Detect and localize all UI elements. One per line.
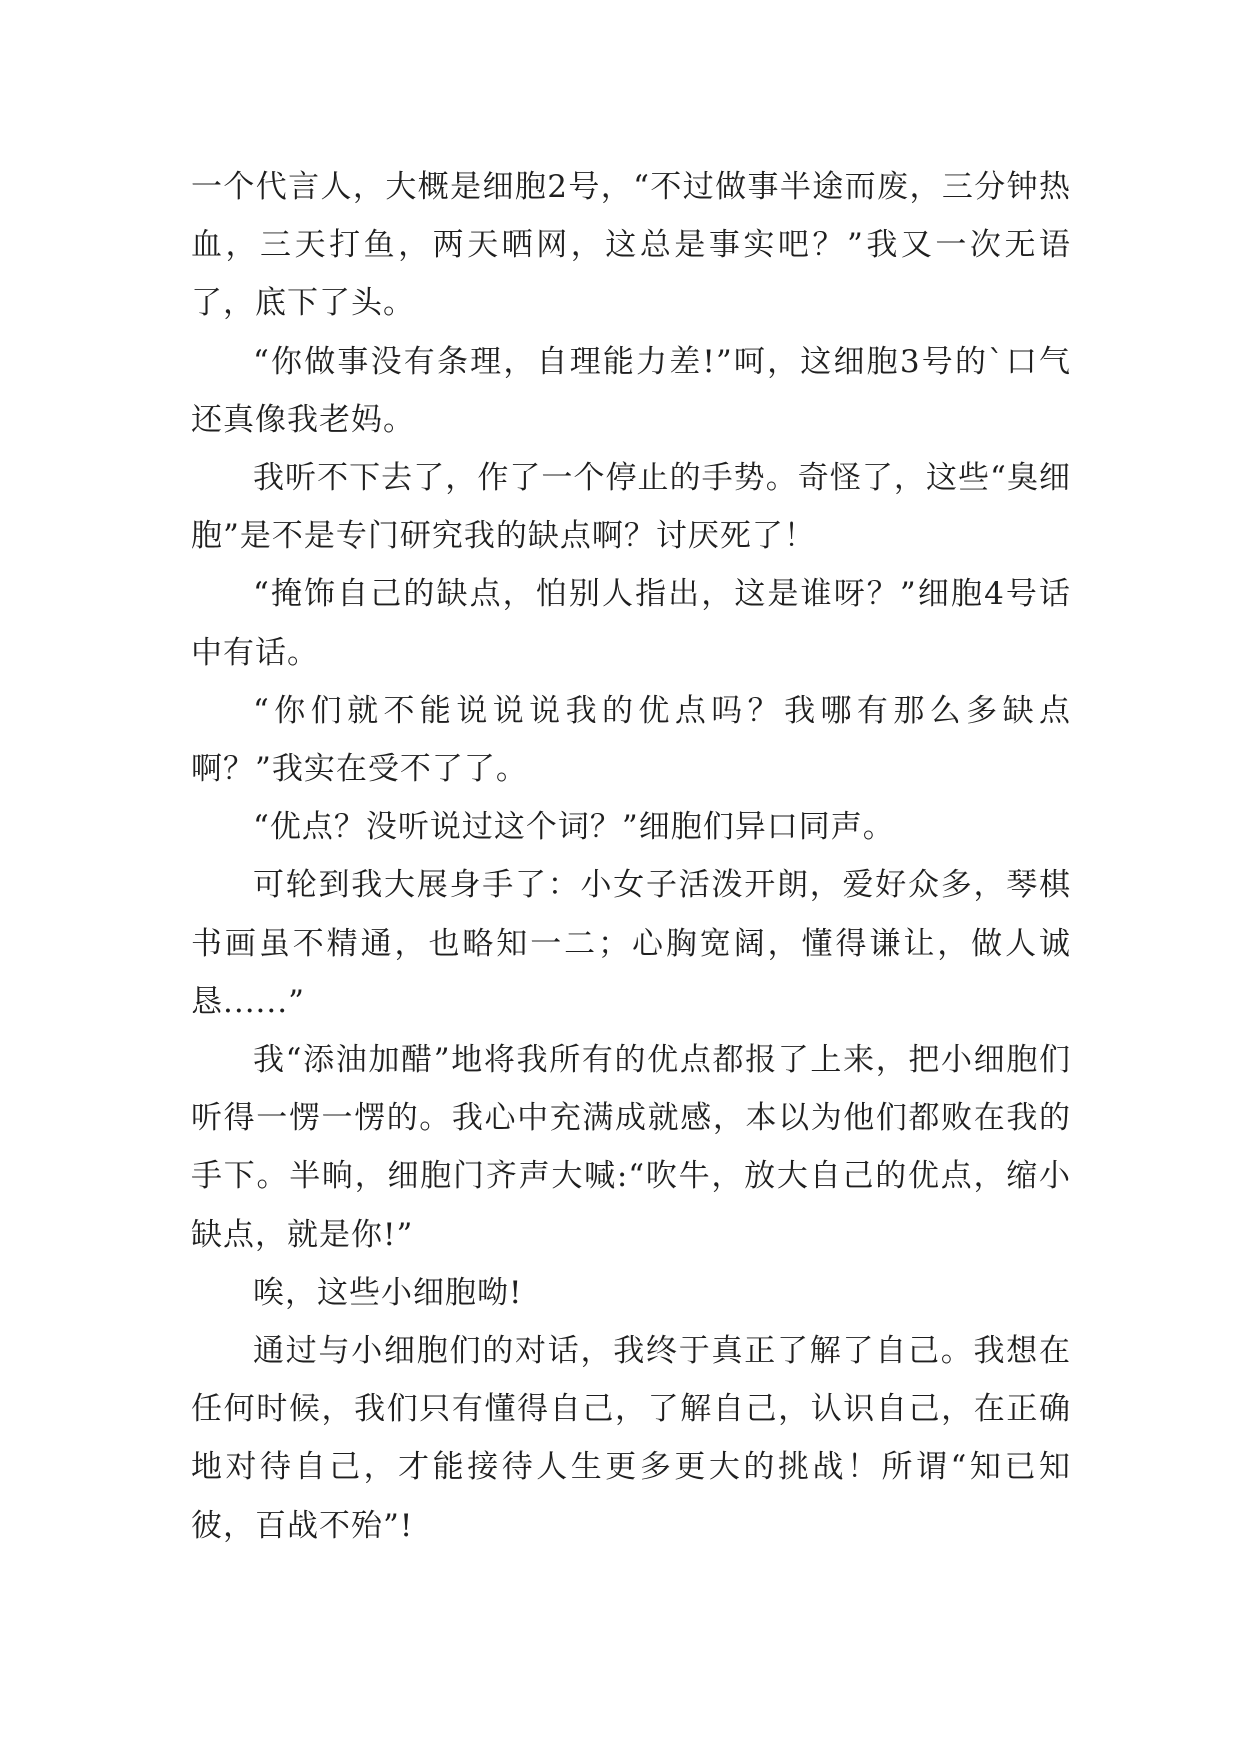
paragraph-9: 唉，这些小细胞呦! [253,1274,523,1311]
paragraph-8: 我“添油加醋”地将我所有的优点都报了上来，把小细胞们听得一愣一愣的。我心中充满成就感，本以为他们都败在我的手下。半晌，细胞门齐声大喊:“吹牛，放大自己的优点，缩小缺点，就是你!” [191,1042,1071,1253]
paragraph-1: 一个代言人，大概是细胞2号，“不过做事半途而废，三分钟热血，三天打鱼，两天晒网，这总是事实吧？”我又一次无语了，底下了头。 [191,169,1071,322]
paragraph-7: 可轮到我大展身手了：小女子活泼开朗，爱好众多，琴棋书画虽不精通，也略知一二；心胸宽阔，懂得谦让，做人诚恳......” [191,867,1071,1020]
paragraph-10: 通过与小细胞们的对话，我终于真正了解了自己。我想在任何时候，我们只有懂得自己，了解自己，认识自己，在正确地对待自己，才能接待人生更多更大的挑战！所谓“知已知彼，百战不殆”! [191,1333,1071,1544]
document-body [191,158,1071,1555]
paragraph-2: “你做事没有条理，自理能力差!”呵，这细胞3号的`口气还真像我老妈。 [191,343,1071,438]
paragraph-5: “你们就不能说说说我的优点吗？我哪有那么多缺点啊？”我实在受不了了。 [191,692,1071,788]
paragraph-4: “掩饰自己的缺点，怕别人指出，这是谁呀？”细胞4号话中有话。 [191,576,1071,671]
paragraph-6: “优点？没听说过这个词？”细胞们异口同声。 [253,809,895,846]
paragraph-3: 我听不下去了，作了一个停止的手势。奇怪了，这些“臭细胞”是不是专门研究我的缺点啊？讨厌死了！ [191,460,1071,555]
